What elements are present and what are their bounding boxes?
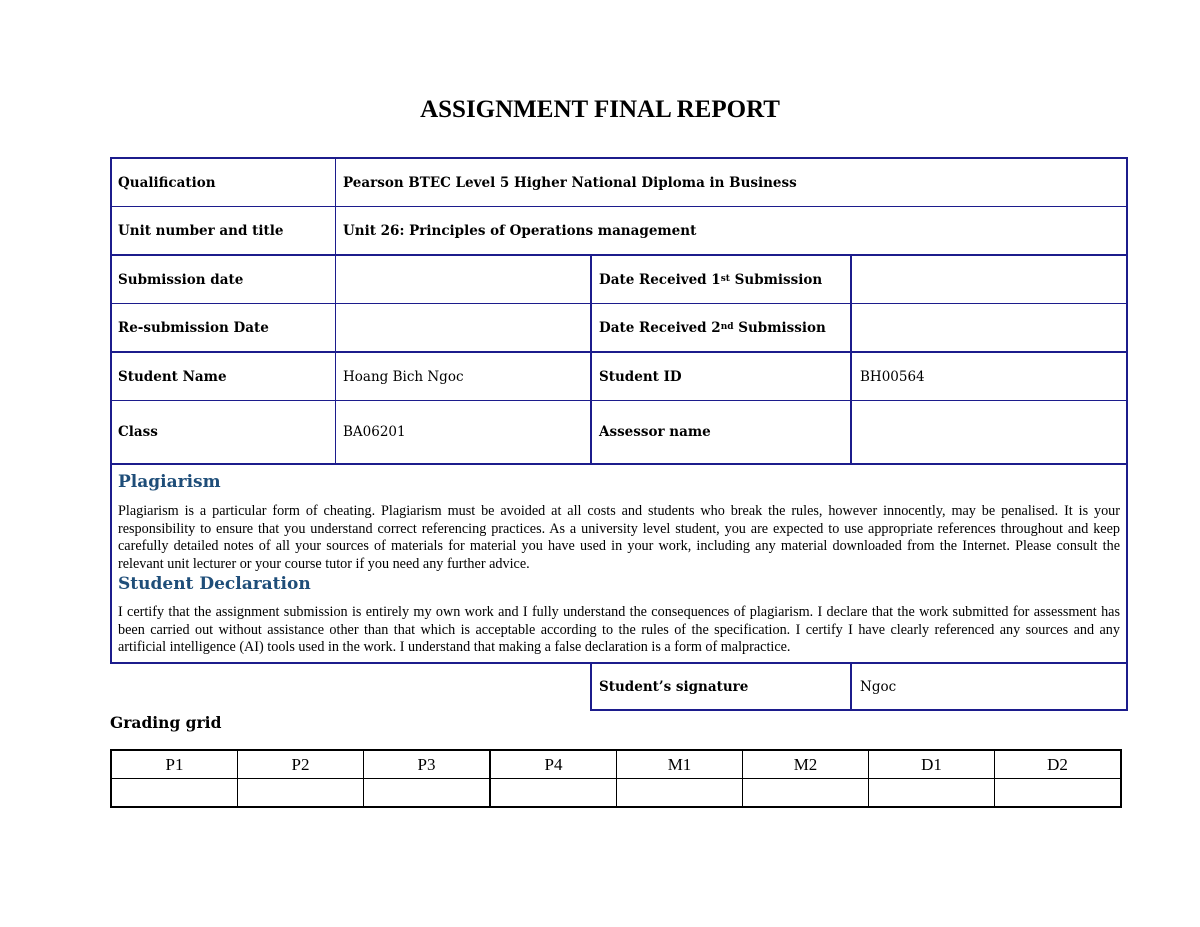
page-title: ASSIGNMENT FINAL REPORT: [420, 96, 780, 123]
grading-value-row: [111, 779, 1121, 808]
grade-cell-p4[interactable]: [490, 779, 617, 808]
grade-cell-d2[interactable]: [995, 779, 1122, 808]
class-label: Class: [118, 424, 158, 440]
date-received-1-label: Date Received 1 $^{st}$ Submission: [599, 271, 823, 288]
unit-label: Unit number and title: [118, 222, 284, 239]
plagiarism-text: Plagiarism is a particular form of cheating. Plagiarism must be avoided at all costs and students who break the rules, however innocently, may be penalised. It is your responsibility to ensure that you understand correct referencing practices. As a university level student, you are expected to use appropriate references throughout and keep carefully detailed notes of all your sources of materials for material you have used in your work, including any material downloaded from the Internet. Please consult the relevant unit lecturer or your course tutor if you need any further advice.: [118, 503, 1120, 572]
grade-cell-m2[interactable]: [743, 779, 869, 808]
student-id-label: Student ID: [599, 368, 682, 385]
submission-date-label: Submission date: [118, 271, 244, 288]
grade-header-d2: D2: [995, 750, 1122, 779]
grade-cell-d1[interactable]: [869, 779, 995, 808]
grade-cell-m1[interactable]: [617, 779, 743, 808]
plagiarism-heading: Plagiarism: [118, 472, 221, 492]
date-received-2-suffix: Submission: [733, 319, 826, 336]
grading-header-row: [111, 750, 1121, 779]
grade-cell-p2[interactable]: [238, 779, 364, 808]
grade-header-p4: P4: [490, 750, 617, 779]
signature-value[interactable]: Ngoc: [860, 678, 897, 695]
signature-label: Student’s signature: [599, 678, 749, 695]
declaration-text: I certify that the assignment submission is entirely my own work and I fully understand the consequences of plagiarism. I declare that the work submitted for assessment has been carried out without assistance other than that which is acceptable according to the rules of the specification. I certify I have clearly referenced any sources and any artificial intelligence (AI) tools used in the work. I understand that making a false declaration is a form of malpractice.: [118, 604, 1120, 655]
class-value[interactable]: BA06201: [343, 424, 406, 440]
assessor-name-label: Assessor name: [599, 424, 711, 440]
declaration-heading: Student Declaration: [118, 574, 311, 594]
qualification-value: Pearson BTEC Level 5 Higher National Diploma in Business: [343, 174, 797, 191]
qualification-label: Qualification: [118, 174, 216, 191]
date-received-2-label: Date Received 2 $^{nd}$ Submission: [599, 319, 826, 336]
grade-header-p3: P3: [364, 750, 491, 779]
grade-header-p1: P1: [111, 750, 238, 779]
grade-header-m2: M2: [743, 750, 869, 779]
grading-grid-title: Grading grid: [110, 713, 222, 732]
grade-cell-p1[interactable]: [111, 779, 238, 808]
grade-header-d1: D1: [869, 750, 995, 779]
grade-cell-p3[interactable]: [364, 779, 491, 808]
student-id-value[interactable]: BH00564: [860, 368, 925, 385]
student-name-label: Student Name: [118, 368, 227, 385]
grade-header-m1: M1: [617, 750, 743, 779]
unit-value: Unit 26: Principles of Operations management: [343, 222, 697, 239]
date-received-1-suffix: Submission: [729, 271, 823, 288]
date-received-2-prefix: Date Received 2: [599, 319, 721, 336]
resubmission-date-label: Re-submission Date: [118, 319, 269, 336]
grading-grid: [110, 749, 1122, 808]
date-received-1-prefix: Date Received 1: [599, 271, 721, 288]
student-name-value[interactable]: Hoang Bich Ngoc: [343, 368, 464, 385]
grade-header-p2: P2: [238, 750, 364, 779]
assignment-form: [110, 157, 1128, 711]
